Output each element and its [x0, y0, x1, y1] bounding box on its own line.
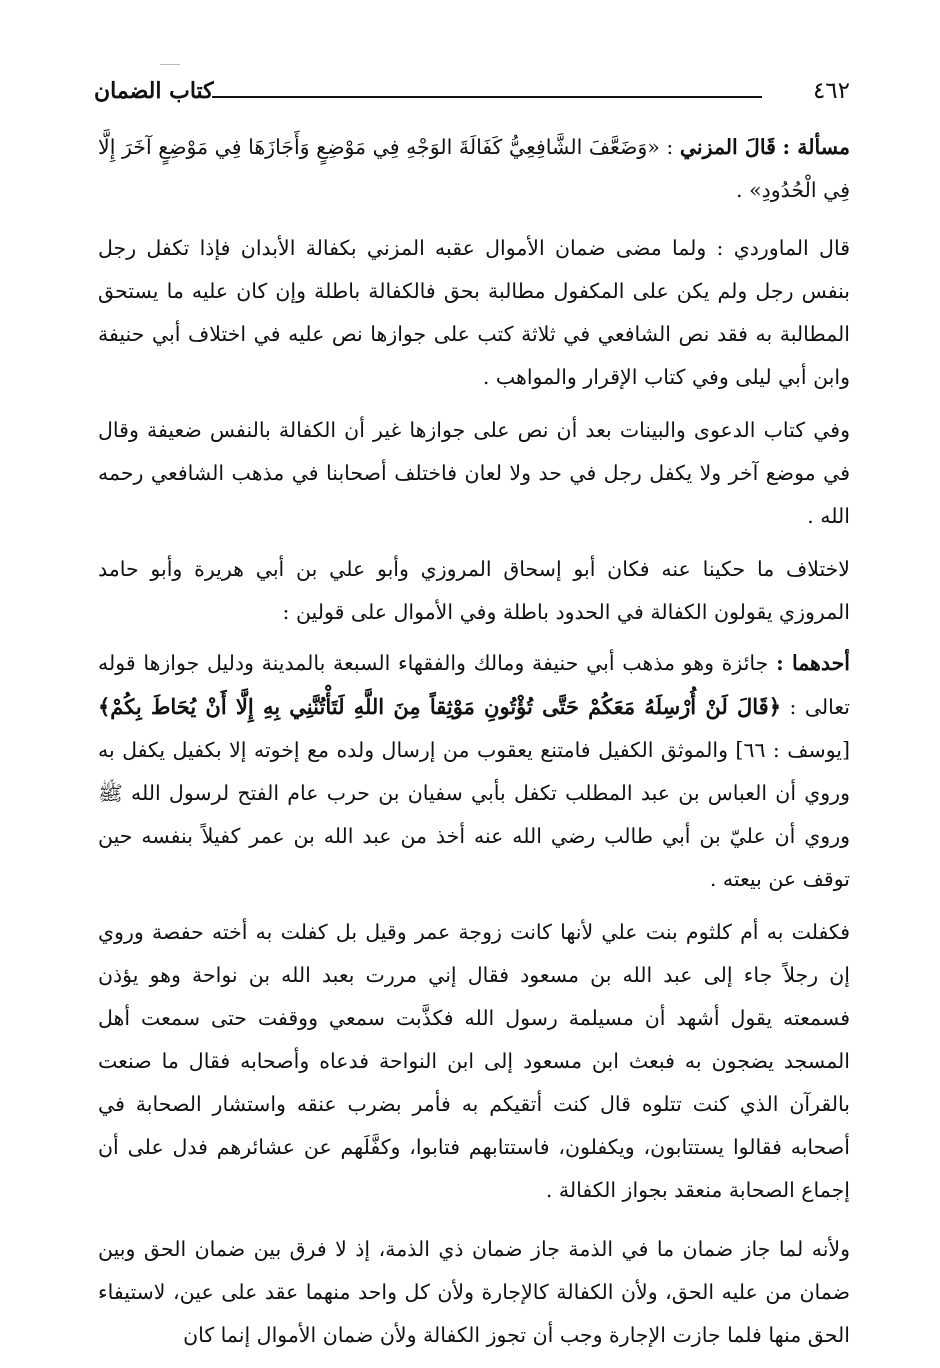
running-header [94, 76, 850, 110]
paragraph-2: وفي كتاب الدعوى والبينات بعد أن نص على جوازها غير أن الكفالة بالنفس ضعيفة وقال في موضع آخر ولا يكفل رجل في حد ولا لعان فاختلف أصحابنا في مذهب الشافعي رحمه الله . [98, 418, 850, 528]
paragraph-1: قال الماوردي : ولما مضى ضمان الأموال عقبه المزني بكفالة الأبدان فإذا تكفل رجل بنفس رجل ولم يكن على المكفول مطالبة بحق فالكفالة باطلة وإن كان عليه ما يستحق المطالبة به فقد نص الشافعي في ثلاثة كتب على جوازها نص عليه في اختلاف أبي حنيفة وابن أبي ليلى وفي كتاب الإقرار والمواهب . [98, 236, 850, 389]
paragraph-6: ولأنه لما جاز ضمان ما في الذمة جاز ضمان ذي الذمة، إذ لا فرق بين ضمان الحق وبين ضمان من عليه الحق، ولأن الكفالة كالإجارة ولأن كل واحد منهما عقد على عين، لاستيفاء الحق منها فلما جازت الإجارة وجب أن تجوز الكفالة ولأن ضمان الأموال إنما كان [98, 1237, 850, 1347]
paragraph-3: لاختلاف ما حكينا عنه فكان أبو إسحاق المروزي وأبو علي بن أبي هريرة وأبو حامد المروزي يقولون الكفالة في الحدود باطلة وفي الأموال على قولين : [98, 557, 850, 624]
header-rule [212, 96, 762, 98]
paragraph-5: فكفلت به أم كلثوم بنت علي لأنها كانت زوجة عمر وقيل بل كفلت به أخته حفصة وروي إن رجلاً جاء إلى عبد الله بن مسعود فقال إني مررت بعبد الله بن نواحة وهو يؤذن فسمعته يقول أشهد أن مسيلمة رسول الله فكذَّبت سمعي ووقفت حتى سمعت أهل المسجد يضجون به فبعث ابن مسعود إلى ابن النواحة فدعاه وأصحابه فقال ما صنعت بالقرآن الذي كنت تتلوه قال كنت أتقيكم به فأمر بضرب عنقه واستشار الصحابة في أصحابه فقالوا يستتابون، ويكفلون، فاستتابهم فتابوا، وكفَّلَهم عن عشائرهم فدل على أن إجماع الصحابة منعقد بجواز الكفالة . [98, 920, 850, 1202]
question-speaker: قَالَ المزني [679, 135, 776, 159]
scan-mark [160, 64, 180, 65]
question-label: مسألة : [782, 135, 850, 159]
page-number: ٤٦٢ [812, 78, 850, 104]
paragraph-4 [98, 642, 850, 901]
question-paragraph [98, 126, 850, 212]
paragraph-4-continuation: [يوسف : ٦٦] والموثق الكفيل فامتنع يعقوب من إرسال ولده مع إخوته إلا بكفيل يكفل به وروي أن العباس بن عبد المطلب تكفل بأبي سفيان بن حرب عام الفتح لرسول الله ﷺ وروي أن عليّ بن أبي طالب رضي الله عنه أخذ من عبد الله بن عمر كفيلاً بنفسه حين توقف عن بيعته . [98, 738, 850, 891]
paragraph-4-lead: أحدهما : [776, 651, 850, 675]
question-text: : «وَضَعَّفَ الشَّافِعِيُّ كَفَالَةَ الوَجْهِ فِي مَوْضِعٍ وَأَجَازَهَا فِي مَوْضِعٍ آخَرَ إِلَّا فِي الْحُدُودِ» . [98, 135, 850, 202]
page-body [98, 126, 850, 1357]
book-title: كتاب الضمان [94, 78, 214, 104]
quran-verse: ﴿قَالَ لَنْ أُرْسِلَهُ مَعَكُمْ حَتَّى تُؤْتُونِ مَوْثِقاً مِنَ اللَّهِ لَتَأْتُنَّنِي بِهِ إِلَّا أَنْ يُحَاطَ بِكُمْ﴾ [98, 694, 782, 719]
paragraph-4-text: جائزة وهو مذهب أبي حنيفة ومالك والفقهاء السبعة بالمدينة ودليل جوازها قوله تعالى : [98, 651, 850, 719]
